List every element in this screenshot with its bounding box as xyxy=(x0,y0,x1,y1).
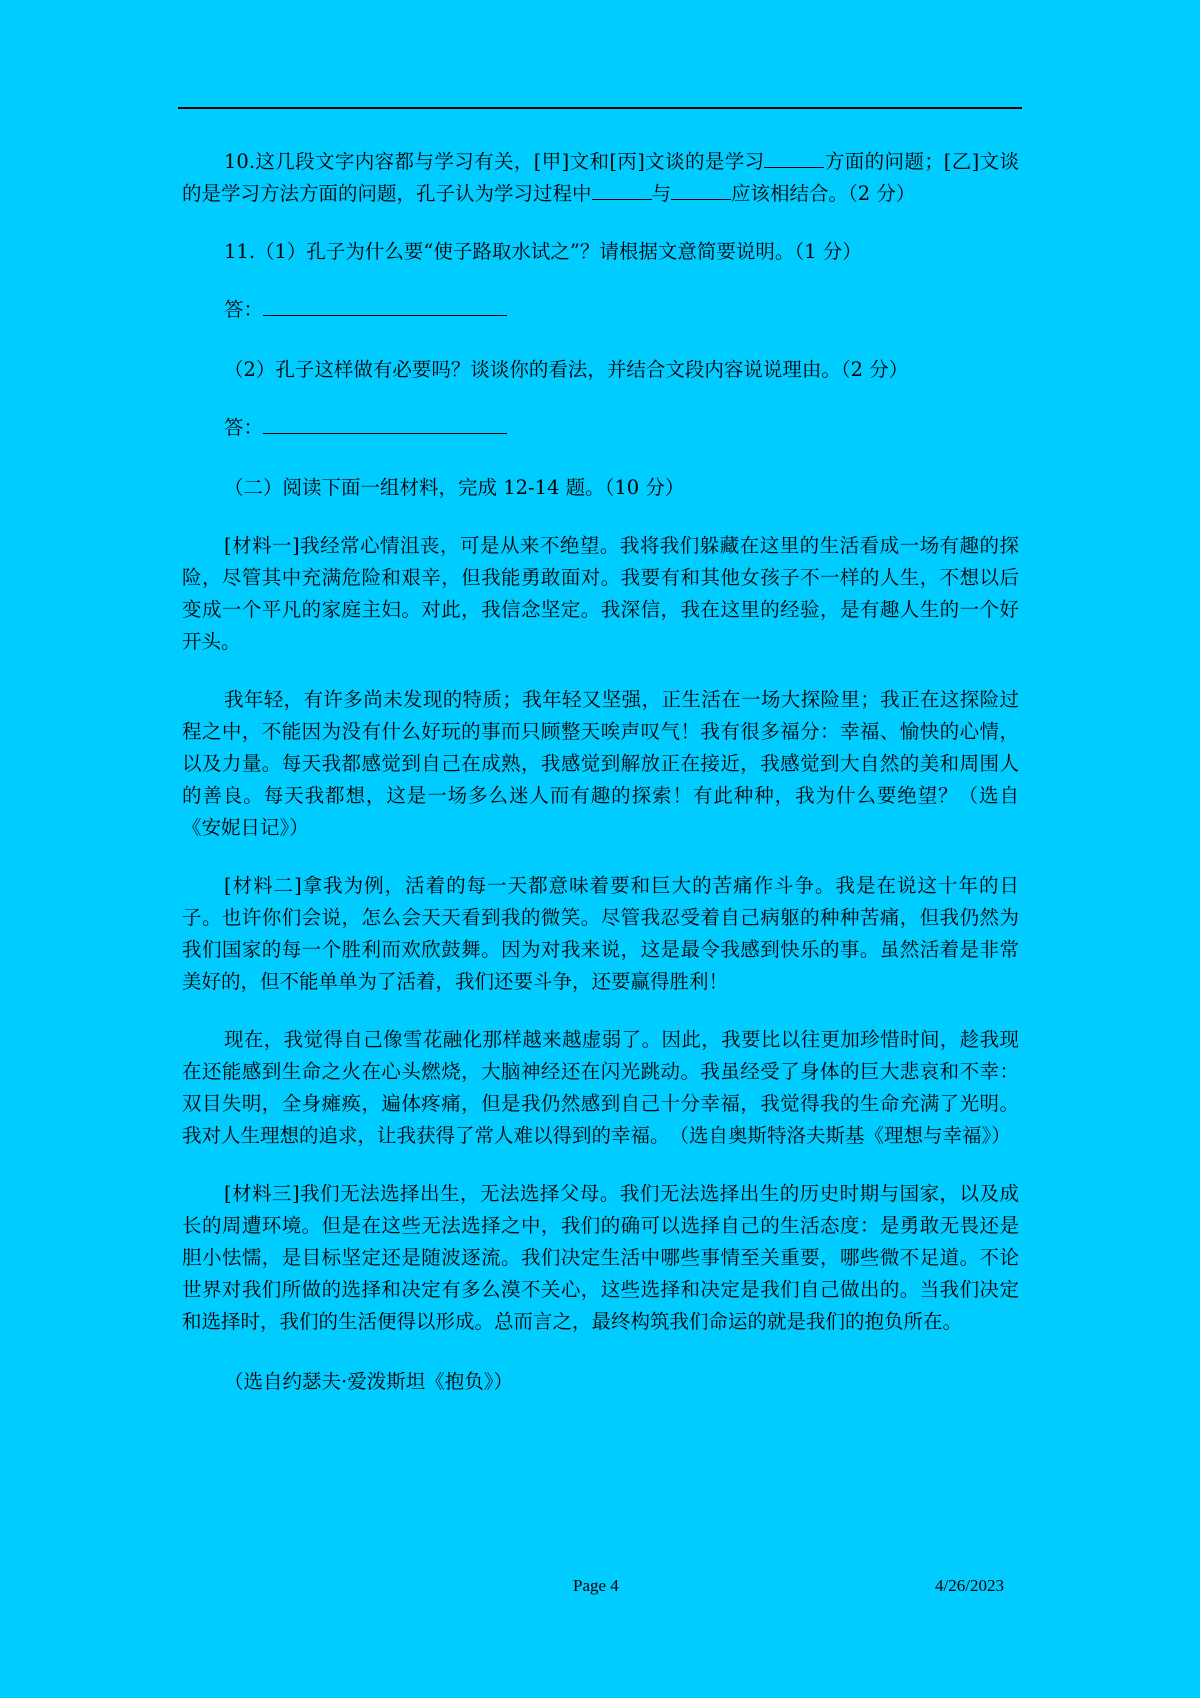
section-2-heading: （二）阅读下面一组材料，完成 12-14 题。（10 分） xyxy=(224,476,685,499)
q10-text-d: 应该相结合。（2 分） xyxy=(731,182,916,205)
q10-text-a: 10.这几段文字内容都与学习有关，[甲]文和[丙]文谈的是学习 xyxy=(224,150,765,173)
answer-line-11-1[interactable] xyxy=(263,314,507,316)
document-body xyxy=(182,146,1019,1398)
answer-11-1 xyxy=(182,294,1019,326)
q10-blank-2[interactable] xyxy=(592,198,652,200)
page-date: 4/26/2023 xyxy=(935,1576,1004,1595)
question-10 xyxy=(182,146,1019,210)
answer-line-11-2[interactable] xyxy=(263,432,507,434)
material-3-source: （选自约瑟夫·爱泼斯坦《抱负》） xyxy=(224,1370,513,1393)
page-number: Page 4 xyxy=(573,1576,619,1595)
answer-label: 答： xyxy=(224,416,264,439)
q10-blank-3[interactable] xyxy=(671,198,731,200)
material-2-paragraph-2: 现在，我觉得自己像雪花融化那样越来越虚弱了。因此，我要比以往更加珍惜时间，趁我现在还能感到生命之火在心头燃烧，大脑神经还在闪光跳动。我虽经受了身体的巨大悲哀和不幸：双目失明，全身瘫痪，遍体疼痛，但是我仍然感到自己十分幸福，我觉得我的生命充满了光明。我对人生理想的追求，让我获得了常人难以得到的幸福。 （选自奥斯特洛夫斯基《理想与幸福》） xyxy=(182,1028,1019,1147)
material-3-paragraph-1: [材料三]我们无法选择出生，无法选择父母。我们无法选择出生的历史时期与国家，以及成长的周遭环境。但是在这些无法选择之中，我们的确可以选择自己的生活态度：是勇敢无畏还是胆小怯懦，是目标坚定还是随波逐流。我们决定生活中哪些事情至关重要，哪些微不足道。不论世界对我们所做的选择和决定有多么漠不关心，这些选择和决定是我们自己做出的。当我们决定和选择时，我们的生活便得以形成。总而言之，最终构筑我们命运的就是我们的抱负所在。 xyxy=(182,1182,1019,1333)
q10-text-c: 与 xyxy=(651,182,672,205)
question-11-1: 11.（1）孔子为什么要“使子路取水试之”？请根据文意简要说明。（1 分） xyxy=(224,240,862,263)
header-rule xyxy=(178,107,1022,109)
answer-11-2 xyxy=(182,412,1019,444)
material-1-paragraph-1: [材料一]我经常心情沮丧，可是从来不绝望。我将我们躲藏在这里的生活看成一场有趣的探险，尽管其中充满危险和艰辛，但我能勇敢面对。我要有和其他女孩子不一样的人生，不想以后变成一个平凡的家庭主妇。对此，我信念坚定。我深信，我在这里的经验，是有趣人生的一个好开头。 xyxy=(182,534,1019,653)
q10-blank-1[interactable] xyxy=(764,166,824,168)
question-11-2: （2）孔子这样做有必要吗？谈谈你的看法，并结合文段内容说说理由。（2 分） xyxy=(224,358,909,381)
q10-text-b: 方面的问题；[乙]文谈的是学习方法方面的问题，孔子认为学习过程中 xyxy=(182,150,1019,205)
answer-label: 答： xyxy=(224,298,264,321)
material-2-paragraph-1: [材料二]拿我为例，活着的每一天都意味着要和巨大的苦痛作斗争。我是在说这十年的日子。也许你们会说，怎么会天天看到我的微笑。尽管我忍受着自己病躯的种种苦痛，但我仍然为我们国家的每一个胜利而欢欣鼓舞。因为对我来说，这是最令我感到快乐的事。虽然活着是非常美好的，但不能单单为了活着，我们还要斗争，还要赢得胜利！ xyxy=(182,874,1019,993)
material-1-paragraph-2: 我年轻，有许多尚未发现的特质；我年轻又坚强，正生活在一场大探险里；我正在这探险过程之中，不能因为没有什么好玩的事而只顾整天唉声叹气！我有很多福分：幸福、愉快的心情，以及力量。每天我都感觉到自己在成熟，我感觉到解放正在接近，我感觉到大自然的美和周围人的善良。每天我都想，这是一场多么迷人而有趣的探索！有此种种，我为什么要绝望？（选自《安妮日记》） xyxy=(182,688,1019,839)
